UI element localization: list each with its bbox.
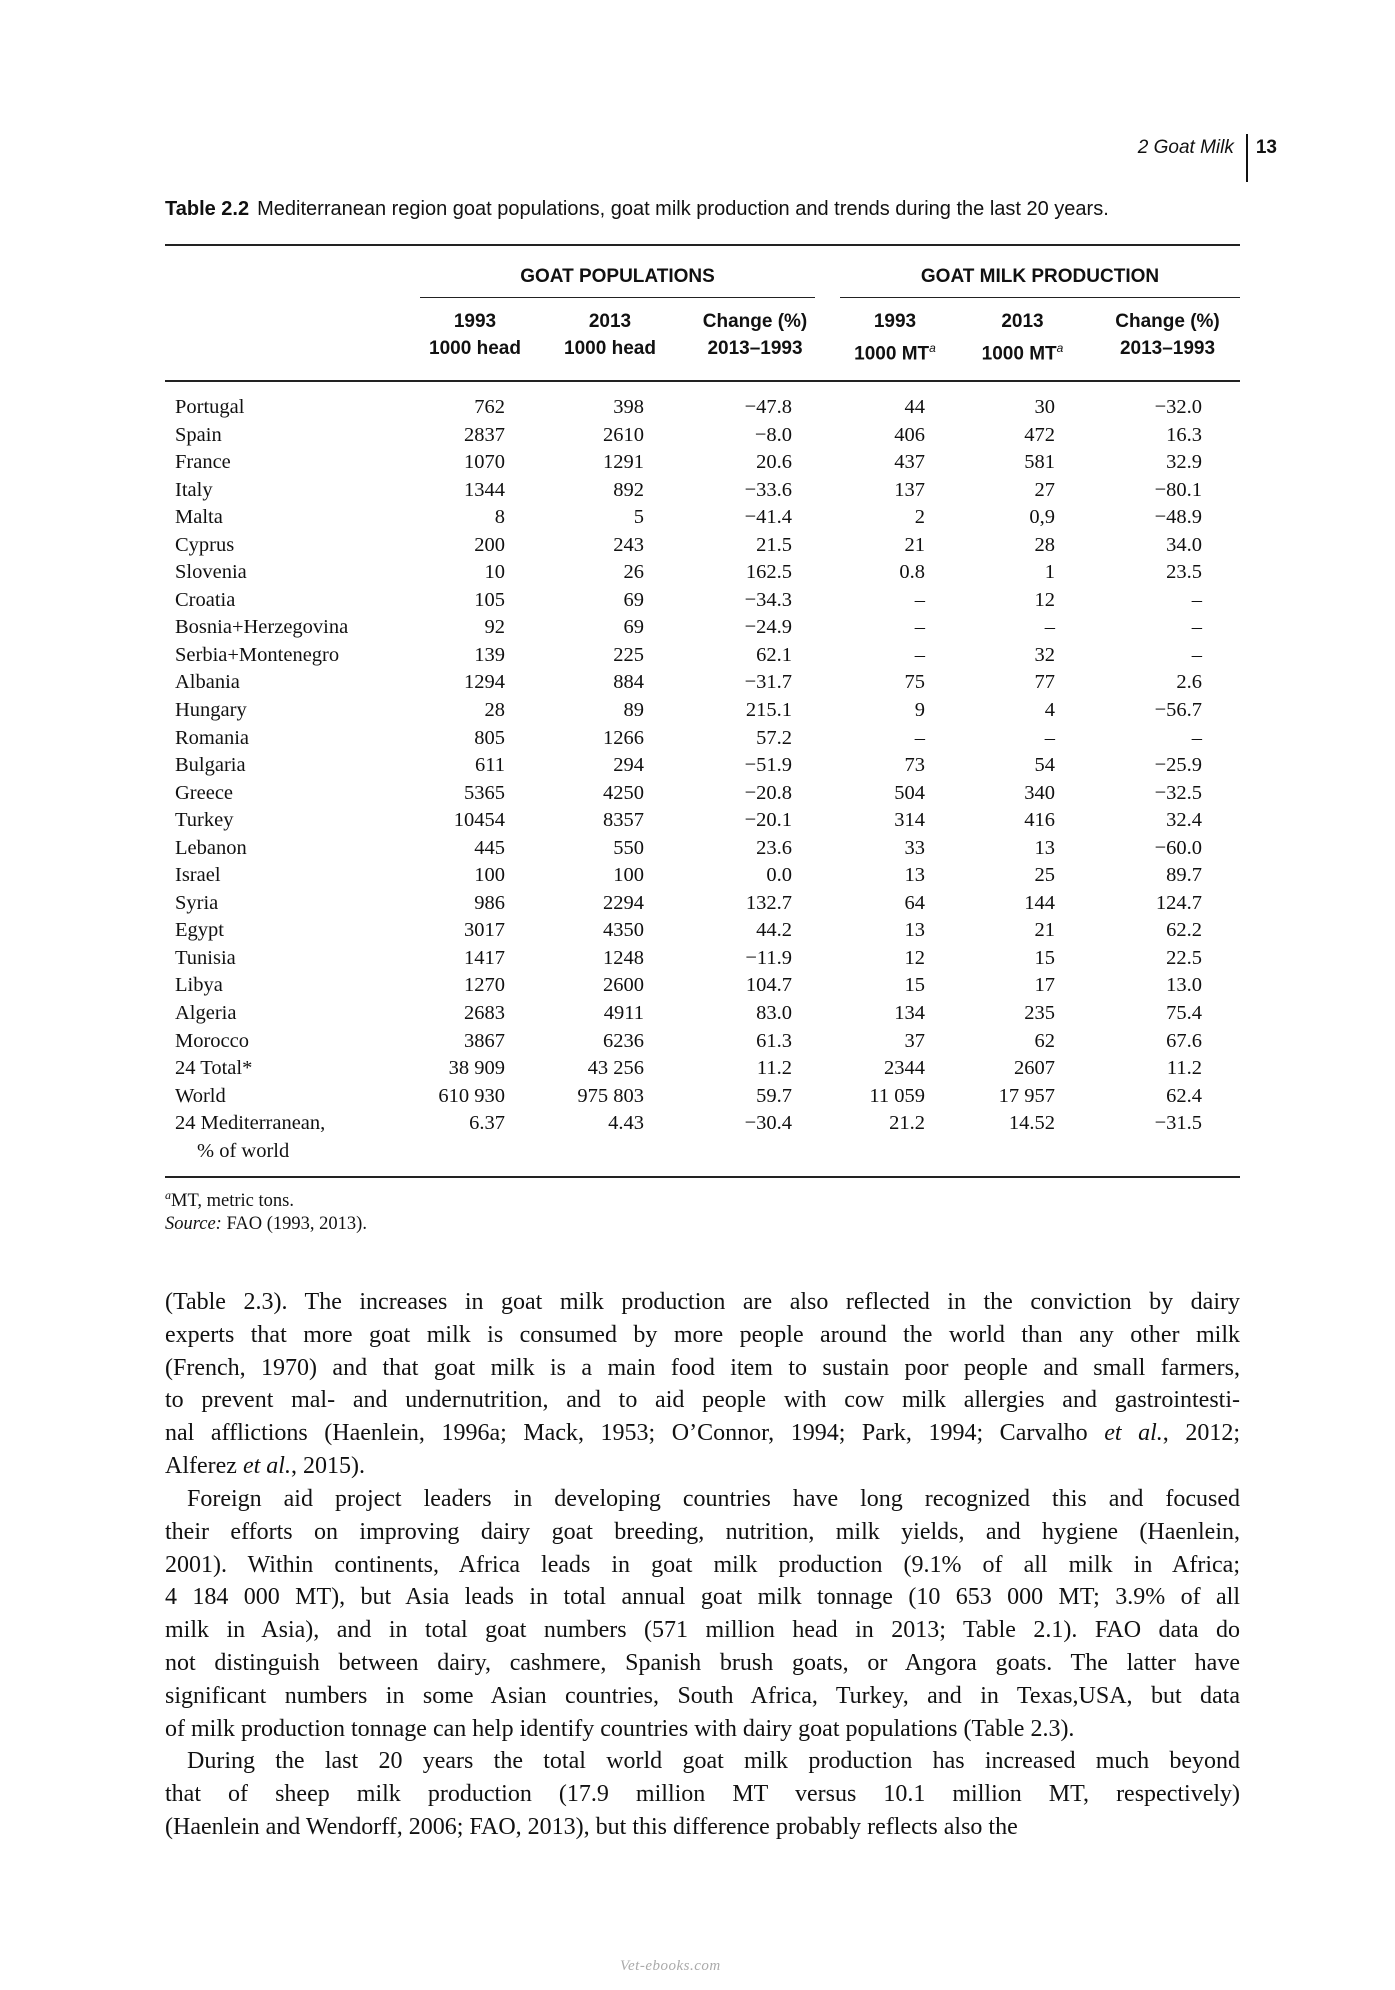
table-cell: 54 [1034, 754, 1055, 777]
column-header-unit: 1000 head [429, 338, 521, 359]
table-cell: 200 [474, 533, 505, 556]
table-cell: 34.0 [1166, 533, 1202, 556]
table-cell: 16.3 [1166, 423, 1202, 446]
table-cell: 2607 [1014, 1057, 1055, 1080]
table-cell: 15 [1034, 946, 1055, 969]
table-cell: 1 [1044, 561, 1055, 584]
table-cell: 4.43 [608, 1112, 644, 1135]
row-label: Cyprus [175, 533, 235, 556]
body-line: (Haenlein and Wendorff, 2006; FAO, 2013), but this difference probably reflects also the [165, 1813, 1018, 1840]
column-header-unit: 2013–1993 [1119, 338, 1216, 359]
table-cell: 445 [474, 836, 505, 859]
watermark: Vet-ebooks.com [620, 1958, 721, 1974]
body-line: significant numbers in some Asian countries, South Africa, Turkey, and in Texas,USA, but data [165, 1682, 1240, 1709]
table-cell: – [914, 643, 925, 666]
table-cell: 416 [1024, 809, 1055, 832]
body-line: Alferez et al., 2015). [165, 1452, 365, 1479]
table-cell: 44.2 [756, 919, 792, 942]
table-cell: −80.1 [1154, 478, 1202, 501]
table-cell: – [1191, 616, 1202, 639]
table-cell: 21 [904, 533, 925, 556]
table-cell: 83.0 [756, 1002, 792, 1025]
body-line: (Table 2.3). The increases in goat milk production are also reflected in the conviction by dairy [165, 1289, 1240, 1315]
table-cell: −33.6 [744, 478, 792, 501]
column-header-line1: Change (%) [1115, 311, 1220, 332]
table-cell: 12 [904, 946, 925, 969]
table-row [165, 862, 1202, 890]
body-line: Foreign aid project leaders in developing countries have long recognized this and focused [187, 1486, 1240, 1512]
table-cell: 225 [613, 643, 644, 666]
table-cell: 27 [1034, 478, 1055, 501]
row-label: Albania [175, 671, 240, 694]
column-header-line2 [840, 335, 950, 367]
table-cell: 472 [1024, 423, 1055, 446]
table-cell: −32.5 [1154, 781, 1202, 804]
table-cell: 23.5 [1166, 561, 1202, 584]
table-cell: 884 [613, 671, 644, 694]
table-cell: 61.3 [756, 1029, 792, 1052]
column-header-line1: 1993 [453, 311, 497, 332]
row-label: Turkey [175, 809, 234, 832]
group-header-milk: GOAT MILK PRODUCTION [920, 266, 1160, 287]
table-cell: 4350 [603, 919, 644, 942]
table-row [165, 1055, 1202, 1083]
table-row [165, 780, 1202, 808]
column-header-line1: 2013 [588, 311, 632, 332]
column-header [965, 308, 1080, 367]
body-line: not distinguish between dairy, cashmere, Spanish brush goats, or Angora goats. The latter have [165, 1649, 1240, 1676]
body-paragraph-1 [165, 1286, 1240, 1483]
row-label: Spain [175, 423, 222, 446]
table-cell: 1248 [603, 946, 644, 969]
table-cell: 3867 [464, 1029, 505, 1052]
table-cell: −25.9 [1154, 754, 1202, 777]
table-cell: 28 [484, 699, 505, 722]
table-cell: 243 [613, 533, 644, 556]
source-label: Source: [165, 1214, 222, 1234]
table-cell: 5365 [464, 781, 505, 804]
body-line: (French, 1970) and that goat milk is a main food item to sustain poor people and small farmers, [165, 1354, 1240, 1381]
body-line: that of sheep milk production (17.9 million MT versus 10.1 million MT, respectively) [165, 1780, 1240, 1807]
table-cell: −20.8 [744, 781, 792, 804]
table-row [165, 422, 1202, 450]
table-cell: 2.6 [1176, 671, 1202, 694]
column-header-line1: 1993 [873, 311, 917, 332]
table-cell: 134 [894, 1002, 925, 1025]
body-line: to prevent mal- and undernutrition, and to aid people with cow milk allergies and gastrointesti- [165, 1387, 1240, 1414]
table-cell: 1266 [603, 726, 644, 749]
table-cell: 762 [474, 396, 505, 418]
table-cell: 20.6 [756, 451, 792, 474]
table-cell: 235 [1024, 1002, 1055, 1025]
table-cell: 26 [623, 561, 644, 584]
table-cell: 21 [1034, 919, 1055, 942]
table-cell: 38 909 [448, 1057, 505, 1080]
table-caption [165, 198, 1245, 221]
table-cell: −11.9 [745, 946, 792, 969]
table-cell: 1070 [464, 451, 505, 474]
table-row [165, 504, 1202, 532]
body-line: 2001). Within continents, Africa leads in goat milk production (9.1% of all milk in Africa; [165, 1551, 1240, 1578]
table-cell: 44 [904, 396, 925, 418]
table-cell: 124.7 [1155, 891, 1202, 914]
row-label-line2: % of world [197, 1139, 290, 1162]
table-cell: 1294 [464, 671, 505, 694]
row-label-line1: 24 Mediterranean, [175, 1112, 326, 1135]
table-cell: 32.9 [1166, 451, 1202, 474]
table-cell: 805 [474, 726, 505, 749]
column-header-unit: 1000 MT [981, 343, 1057, 365]
chapter-title: 2 Goat Milk [1137, 137, 1234, 158]
table-row [165, 1000, 1202, 1028]
table-cell: 17 957 [998, 1084, 1055, 1107]
table-cell: 89.7 [1166, 864, 1202, 887]
table-cell: −41.4 [744, 506, 792, 529]
table-row [165, 449, 1202, 477]
table-caption-text: Mediterranean region goat populations, goat milk production and trends during the last 20 years. [257, 198, 1109, 220]
table-cell: 2344 [884, 1057, 925, 1080]
running-head [1138, 134, 1277, 182]
table-cell: 975 803 [577, 1084, 644, 1107]
table-cell: – [1044, 726, 1055, 749]
table-row [165, 917, 1202, 945]
table-cell: 892 [613, 478, 644, 501]
table-cell: 23.6 [756, 836, 792, 859]
row-label: Croatia [175, 588, 236, 611]
table-cell: 398 [613, 396, 644, 418]
body-line: nal afflictions (Haenlein, 1996a; Mack, 1953; O’Connor, 1994; Park, 1994; Carvalho et al., 2012; [165, 1420, 1240, 1447]
column-header-footnote-marker: a [1056, 341, 1064, 355]
table-cell: 77 [1034, 671, 1055, 694]
data-table [165, 394, 1202, 1166]
column-header [840, 308, 950, 367]
table-row [165, 1110, 1202, 1166]
table-row [165, 972, 1202, 1000]
table-cell: 28 [1034, 533, 1055, 556]
table-row [165, 642, 1202, 670]
group-rule-milk [840, 297, 1240, 298]
table-cell: 11.2 [756, 1057, 792, 1080]
column-header-line2 [420, 335, 530, 362]
table-cell: 14.52 [1008, 1112, 1055, 1135]
table-cell: 17 [1034, 974, 1055, 997]
table-cell: 11 059 [869, 1084, 925, 1107]
column-header [420, 308, 530, 362]
row-label: Israel [175, 864, 221, 887]
footnote-text: MT, metric tons. [171, 1191, 294, 1212]
table-cell: 6.37 [469, 1112, 505, 1135]
row-label: Romania [175, 726, 250, 749]
table-cell: 25 [1034, 864, 1055, 887]
table-cell: 144 [1024, 891, 1055, 914]
table-cell: 581 [1024, 451, 1055, 474]
table-cell: 8357 [603, 809, 644, 832]
table-cell: 4911 [603, 1002, 644, 1025]
table-cell: 13.0 [1166, 974, 1202, 997]
table-cell: 314 [894, 809, 925, 832]
row-label: Libya [175, 974, 223, 997]
table-cell: 1344 [464, 478, 505, 501]
row-label: Lebanon [175, 836, 247, 859]
table-cell: −32.0 [1154, 396, 1202, 418]
body-line: of milk production tonnage can help identify countries with dairy goat populations (Table 2.3). [165, 1715, 1075, 1742]
body-line: 4 184 000 MT), but Asia leads in total annual goat milk tonnage (10 653 000 MT; 3.9% of all [165, 1584, 1240, 1611]
column-header-line2 [965, 335, 1080, 367]
table-row [165, 835, 1202, 863]
row-label: Tunisia [175, 946, 236, 969]
table-cell: 73 [904, 754, 925, 777]
table-cell: 10454 [453, 809, 505, 832]
table-header-rule [165, 380, 1240, 382]
row-label: France [175, 451, 231, 474]
table-cell: 3017 [464, 919, 505, 942]
row-label: Malta [175, 506, 223, 529]
row-label: Syria [175, 891, 219, 914]
table-cell: 75.4 [1166, 1002, 1202, 1025]
body-line: their efforts on improving dairy goat breeding, nutrition, milk yields, and hygiene (Haenlein, [165, 1518, 1240, 1545]
table-row [165, 1028, 1202, 1056]
row-label: Algeria [175, 1002, 237, 1025]
table-cell: −31.7 [744, 671, 792, 694]
table-bottom-rule [165, 1176, 1240, 1178]
table-cell: 8 [494, 506, 505, 529]
table-cell: 2294 [603, 891, 644, 914]
table-cell: 10 [484, 561, 505, 584]
table-cell: 21.5 [756, 533, 792, 556]
table-cell: −48.9 [1154, 506, 1202, 529]
table-row [165, 725, 1202, 753]
table-cell: −34.3 [744, 588, 792, 611]
table-cell: 406 [894, 423, 925, 446]
table-cell: −24.9 [744, 616, 792, 639]
table-cell: 5 [633, 506, 644, 529]
table-row [165, 807, 1202, 835]
table-cell: 294 [613, 754, 644, 777]
footnote-source [165, 1214, 367, 1235]
table-cell: 32 [1034, 643, 1055, 666]
table-row [165, 559, 1202, 587]
table-cell: 15 [904, 974, 925, 997]
table-cell: 62 [1034, 1029, 1055, 1052]
group-header-populations: GOAT POPULATIONS [520, 266, 715, 287]
body-paragraph-3 [165, 1745, 1240, 1843]
table-cell: 340 [1024, 781, 1055, 804]
table-cell: – [914, 616, 925, 639]
table-cell: 11.2 [1166, 1057, 1202, 1080]
table-cell: 4250 [603, 781, 644, 804]
table-cell: 32.4 [1166, 809, 1202, 832]
table-cell: 104.7 [745, 974, 792, 997]
table-row [165, 587, 1202, 615]
table-cell: 21.2 [889, 1112, 925, 1135]
row-label: Serbia+Montenegro [175, 643, 340, 666]
table-cell: 69 [623, 616, 644, 639]
column-header-line1: 2013 [1001, 311, 1044, 332]
body-paragraph-2 [165, 1483, 1240, 1745]
group-rule-populations [420, 297, 815, 298]
row-label: Bulgaria [175, 754, 246, 777]
table-cell: 2837 [464, 423, 505, 446]
table-cell: 67.6 [1166, 1029, 1202, 1052]
table-cell: 9 [914, 699, 925, 722]
table-cell: 13 [904, 919, 925, 942]
row-label: Egypt [175, 919, 224, 942]
row-label: World [175, 1084, 226, 1107]
body-line: milk in Asia), and in total goat numbers (571 million head in 2013; Table 2.1). FAO data do [165, 1617, 1240, 1644]
table-cell: 105 [474, 588, 505, 611]
table-cell: 504 [894, 781, 925, 804]
table-cell: 33 [904, 836, 925, 859]
table-top-rule [165, 244, 1240, 246]
row-label: Italy [175, 478, 213, 501]
body-line: experts that more goat milk is consumed by more people around the world than any other milk [165, 1321, 1240, 1348]
table-cell: 100 [474, 864, 505, 887]
table-cell: 1291 [603, 451, 644, 474]
table-row [165, 752, 1202, 780]
table-cell: 62.2 [1166, 919, 1202, 942]
column-header-footnote-marker: a [929, 341, 936, 355]
table-cell: 139 [474, 643, 505, 666]
table-cell: 1417 [464, 946, 505, 969]
table-cell: 0.0 [766, 864, 792, 887]
row-label: Portugal [175, 396, 245, 418]
table-cell: 13 [1034, 836, 1055, 859]
table-cell: 611 [475, 754, 505, 777]
table-cell: 64 [904, 891, 925, 914]
table-cell: 6236 [603, 1029, 644, 1052]
table-cell: 12 [1034, 588, 1055, 611]
table-cell: 62.4 [1166, 1084, 1202, 1107]
table-cell: 1270 [464, 974, 505, 997]
table-cell: −56.7 [1154, 699, 1202, 722]
table-cell: – [1191, 588, 1202, 611]
table-row [165, 890, 1202, 918]
table-cell: 37 [904, 1029, 925, 1052]
table-cell: −30.4 [744, 1112, 792, 1135]
table-row [165, 394, 1202, 422]
row-label [165, 1110, 420, 1166]
table-cell: 0.8 [899, 561, 925, 584]
table-cell: 30 [1034, 396, 1055, 418]
column-header [1095, 308, 1240, 362]
row-label: Greece [175, 781, 234, 804]
table-row [165, 1083, 1202, 1111]
footnote-marker: a [165, 1188, 171, 1202]
row-label: Hungary [175, 699, 247, 722]
table-row [165, 669, 1202, 697]
table-cell: −8.0 [754, 423, 792, 446]
column-header-line2 [555, 335, 665, 362]
table-cell: 215.1 [745, 699, 792, 722]
table-cell: 75 [904, 671, 925, 694]
table-cell: 89 [623, 699, 644, 722]
column-header-unit: 1000 MT [854, 343, 930, 365]
table-cell: 2683 [464, 1002, 505, 1025]
table-cell: 62.1 [756, 643, 792, 666]
table-cell: 43 256 [587, 1057, 644, 1080]
table-row [165, 945, 1202, 973]
table-cell: – [1191, 643, 1202, 666]
row-label: Bosnia+Herzegovina [175, 616, 349, 639]
table-cell: −31.5 [1154, 1112, 1202, 1135]
table-row [165, 532, 1202, 560]
table-cell: 22.5 [1166, 946, 1202, 969]
table-cell: 59.7 [756, 1084, 792, 1107]
table-cell: – [914, 726, 925, 749]
table-cell: −51.9 [744, 754, 792, 777]
table-cell: 0,9 [1029, 506, 1055, 529]
column-header-unit: 2013–1993 [707, 338, 803, 359]
column-header [685, 308, 825, 362]
column-header-unit: 1000 head [564, 338, 656, 359]
table-cell: 162.5 [745, 561, 792, 584]
table-cell: −47.8 [744, 396, 792, 418]
row-label: 24 Total* [175, 1057, 253, 1080]
table-cell: – [914, 588, 925, 611]
column-header-line1: Change (%) [702, 311, 808, 332]
table-cell: 92 [484, 616, 505, 639]
table-cell: 13 [904, 864, 925, 887]
table-cell: 132.7 [745, 891, 792, 914]
table-cell: 4 [1044, 699, 1055, 722]
table-cell: 437 [894, 451, 925, 474]
table-cell: 69 [623, 588, 644, 611]
footnote-mt [165, 1188, 294, 1212]
table-cell: 137 [894, 478, 925, 501]
column-header-line2 [1095, 335, 1240, 362]
table-cell: 100 [613, 864, 644, 887]
table-cell: 57.2 [756, 726, 792, 749]
table-cell: 610 930 [438, 1084, 505, 1107]
table-label: Table 2.2 [165, 198, 250, 220]
source-text: FAO (1993, 2013). [226, 1214, 367, 1234]
body-line: During the last 20 years the total world goat milk production has increased much beyond [187, 1748, 1240, 1774]
table-cell: – [1191, 726, 1202, 749]
row-label: Morocco [175, 1029, 250, 1052]
table-row [165, 614, 1202, 642]
table-cell: 2 [914, 506, 925, 529]
table-cell: 986 [474, 891, 505, 914]
table-cell: 2600 [603, 974, 644, 997]
table-row [165, 477, 1202, 505]
table-cell: 2610 [603, 423, 644, 446]
table-cell: 550 [613, 836, 644, 859]
table-cell: −20.1 [744, 809, 792, 832]
table-cell: – [1044, 616, 1055, 639]
page-number: 13 [1255, 137, 1277, 158]
table-row [165, 697, 1202, 725]
column-header [555, 308, 665, 362]
column-header-line2 [685, 335, 825, 362]
row-label: Slovenia [175, 561, 247, 584]
table-cell: −60.0 [1154, 836, 1202, 859]
